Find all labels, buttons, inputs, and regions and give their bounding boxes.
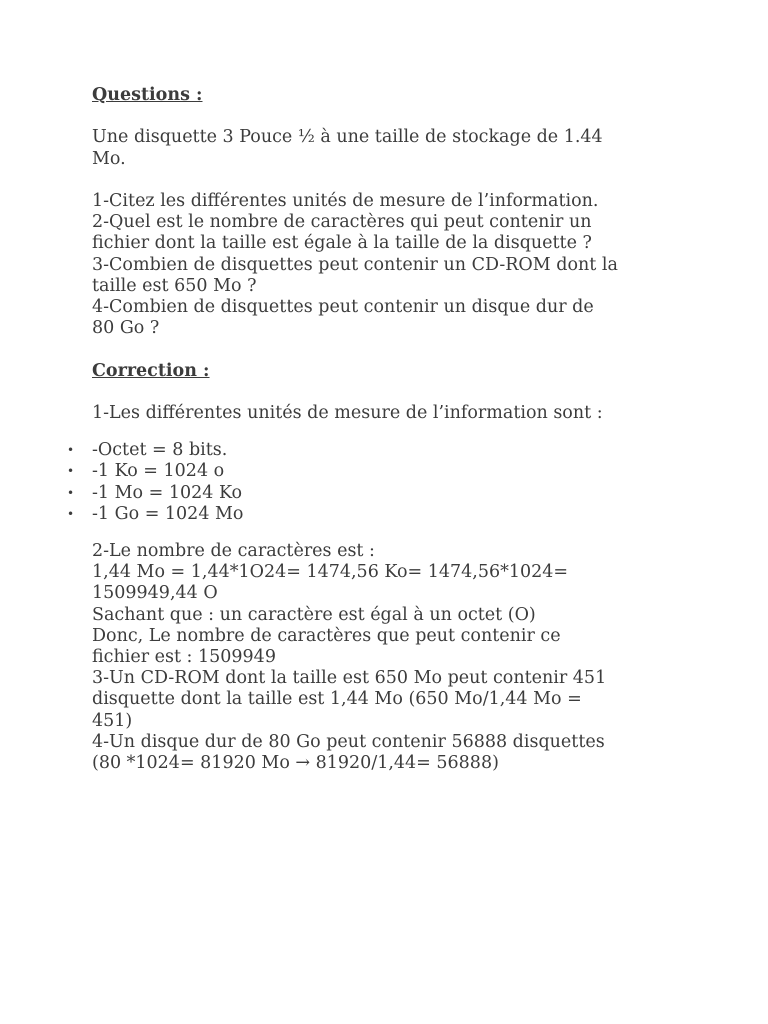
answer-line: 4-Un disque dur de 80 Go peut contenir 56888 disquettes [92, 731, 605, 752]
answer-line: 1509949,44 O [92, 583, 218, 604]
answer-line: Donc, Le nombre de caractères que peut contenir ce [92, 625, 561, 646]
intro-line: Une disquette 3 Pouce ½ à une taille de stockage de 1.44 [92, 127, 603, 148]
question-line: 80 Go ? [92, 318, 160, 339]
question-line: 4-Combien de disquettes peut contenir un disque dur de [92, 297, 594, 317]
question-line: fichier dont la taille est égale à la taille de la disquette ? [92, 233, 592, 254]
intro-line: Mo. [92, 148, 126, 169]
question-line: 3-Combien de disquettes peut contenir un CD-ROM dont la [92, 254, 618, 275]
spacer [92, 525, 692, 541]
question-line: 1-Citez les différentes unités de mesure de l’information. [92, 190, 599, 211]
list-item [67, 503, 692, 525]
question-line: taille est 650 Mo ? [92, 275, 257, 296]
answer-line: 3-Un CD-ROM dont la taille est 650 Mo peut contenir 451 [92, 668, 607, 689]
answer-line: Sachant que : un caractère est égal à un octet (O) [92, 604, 536, 625]
units-list [67, 440, 692, 525]
list-item [67, 482, 692, 504]
spacer [92, 170, 692, 191]
list-item [67, 461, 692, 482]
bullet-icon: • [67, 506, 75, 521]
unit-text: -1 Ko = 1024 o [92, 461, 225, 482]
answer-line: fichier est : 1509949 [92, 647, 276, 668]
answer-line: 2-Le nombre de caractères est : [92, 541, 375, 561]
answer-line: (80 *1024= 81920 Mo → 81920/1,44= 56888) [92, 753, 499, 774]
unit-text: -1 Go = 1024 Mo [92, 503, 244, 524]
document-page [67, 85, 692, 774]
unit-text: -Octet = 8 bits. [92, 440, 228, 461]
bullet-icon: • [67, 443, 75, 458]
correction-heading: Correction : [92, 360, 210, 381]
answer-line: 451) [92, 710, 133, 731]
spacer [92, 106, 692, 127]
list-item [67, 440, 692, 461]
spacer [92, 424, 692, 440]
spacer [92, 339, 692, 360]
questions-heading: Questions : [92, 85, 203, 105]
answer1-intro: 1-Les différentes unités de mesure de l’information sont : [92, 402, 603, 423]
answer-line: 1,44 Mo = 1,44*1O24= 1474,56 Ko= 1474,56*1024= [92, 562, 569, 583]
bullet-icon: • [67, 464, 75, 479]
bullet-icon: • [67, 485, 75, 500]
spacer [92, 382, 692, 403]
unit-text: -1 Mo = 1024 Ko [92, 482, 243, 503]
question-line: 2-Quel est le nombre de caractères qui peut contenir un [92, 212, 592, 233]
answer-line: disquette dont la taille est 1,44 Mo (650 Mo/1,44 Mo = [92, 689, 582, 710]
